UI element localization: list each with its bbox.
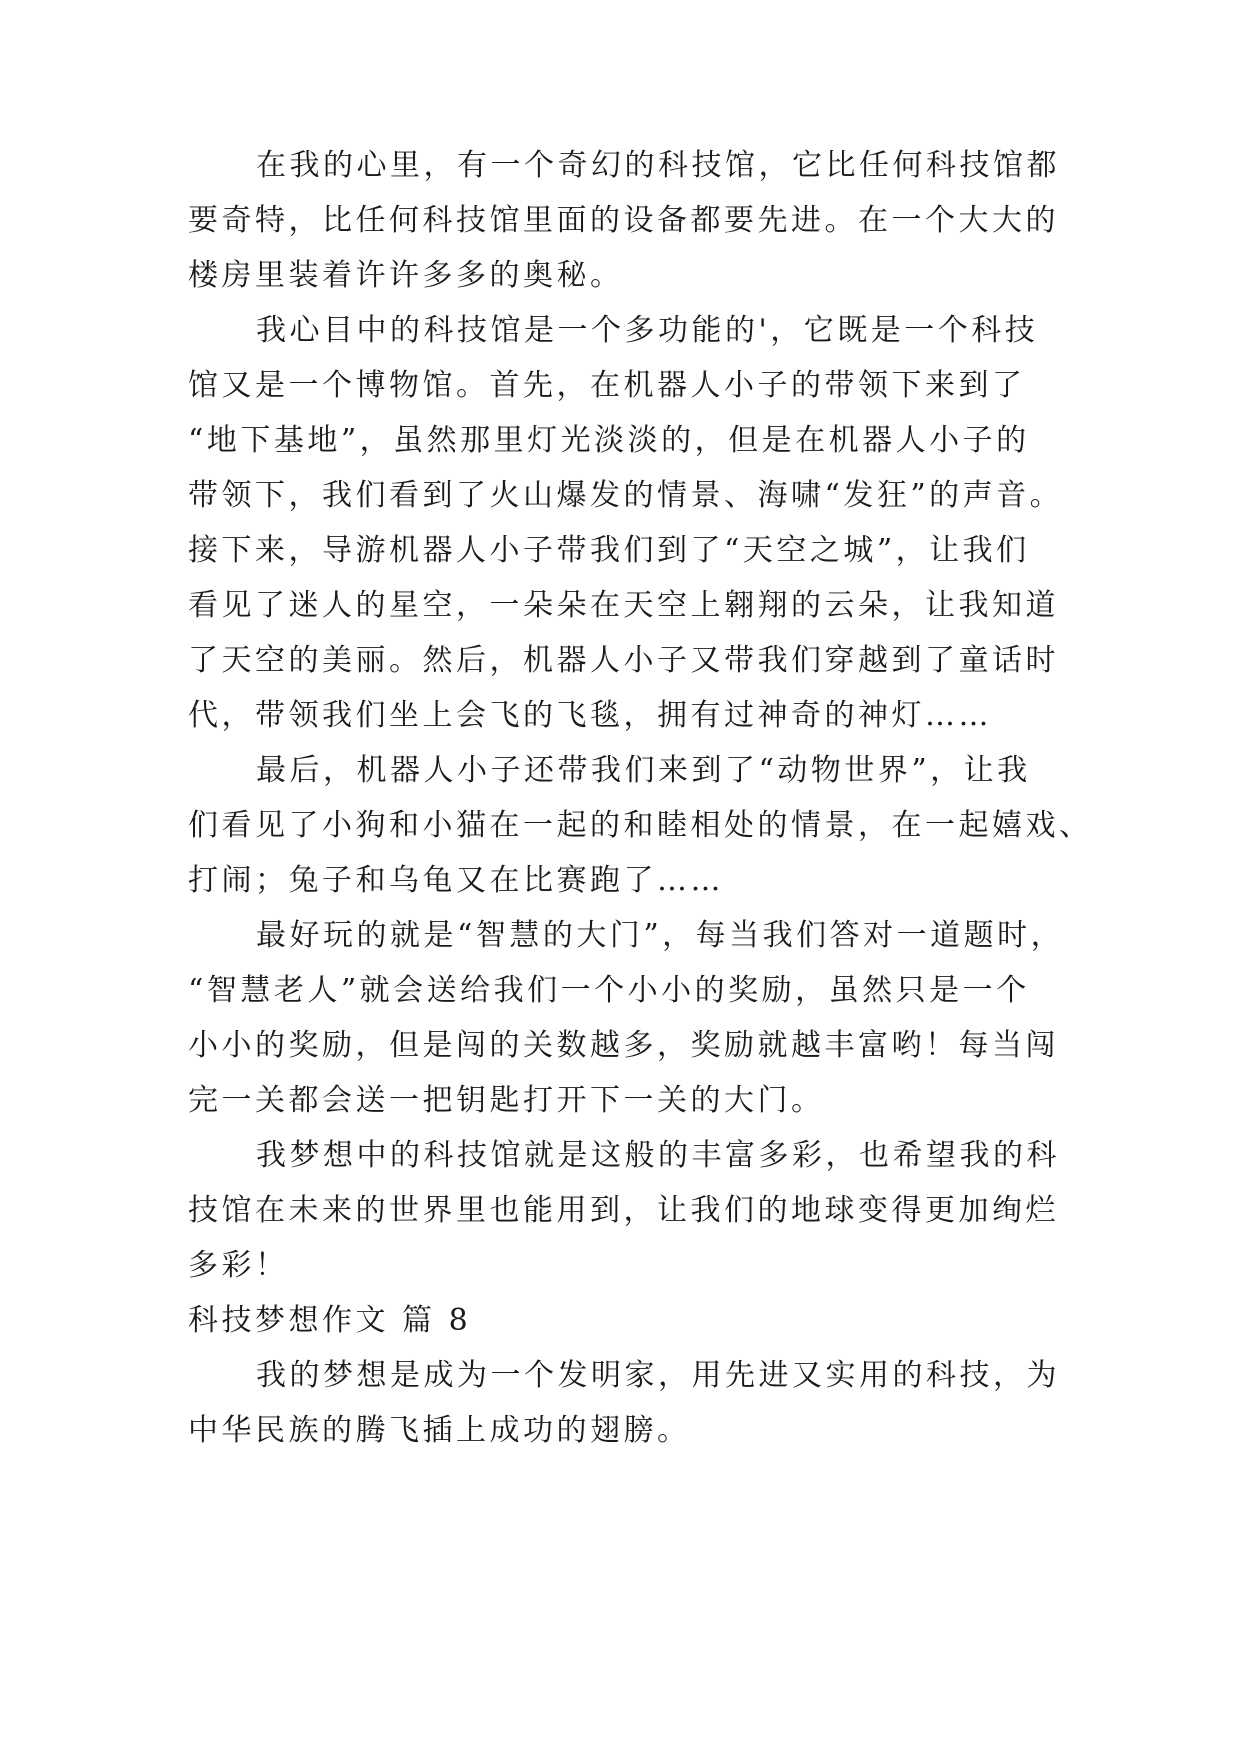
paragraph-2-line-2: 馆又是一个博物馆。首先，在机器人小子的带领下来到了 [188,368,1026,403]
paragraph-6-line-2: 中华民族的腾飞插上成功的翅膀。 [188,1413,691,1448]
paragraph-2-line-1: 我心目中的科技馆是一个多功能的'，它既是一个科技 [256,313,1039,348]
paragraph-5-line-2: 技馆在未来的世界里也能用到，让我们的地球变得更加绚烂 [188,1193,1059,1228]
paragraph-4-line-3: 小小的奖励，但是闯的关数越多，奖励就越丰富哟！每当闯 [188,1028,1059,1063]
paragraph-2-line-3: “地下基地”，虽然那里灯光淡淡的，但是在机器人小子的 [188,423,1030,458]
paragraph-2-line-8: 代，带领我们坐上会飞的飞毯，拥有过神奇的神灯…… [188,698,992,733]
paragraph-4-line-1: 最好玩的就是“智慧的大门”，每当我们答对一道题时， [256,918,1065,953]
paragraph-4-line-2: “智慧老人”就会送给我们一个小小的奖励，虽然只是一个 [188,973,1030,1008]
paragraph-1-line-1: 在我的心里，有一个奇幻的科技馆，它比任何科技馆都 [256,148,1060,183]
paragraph-1-line-2: 要奇特，比任何科技馆里面的设备都要先进。在一个大大的 [188,203,1059,238]
paragraph-3-line-2: 们看见了小狗和小猫在一起的和睦相处的情景，在一起嬉戏、 [188,808,1093,843]
paragraph-4-line-4: 完一关都会送一把钥匙打开下一关的大门。 [188,1083,825,1118]
paragraph-2-line-4: 带领下，我们看到了火山爆发的情景、海啸“发狂”的声音。 [188,478,1064,513]
paragraph-3-line-1: 最后，机器人小子还带我们来到了“动物世界”，让我 [256,753,1031,788]
paragraph-2-line-7: 了天空的美丽。然后，机器人小子又带我们穿越到了童话时 [188,643,1059,678]
paragraph-5-line-3: 多彩！ [188,1248,289,1283]
paragraph-2-line-6: 看见了迷人的星空，一朵朵在天空上翱翔的云朵，让我知道 [188,588,1059,623]
paragraph-1-line-3: 楼房里装着许许多多的奥秘。 [188,258,624,293]
section-heading: 科技梦想作文 篇 8 [188,1303,472,1338]
paragraph-2-line-5: 接下来，导游机器人小子带我们到了“天空之城”，让我们 [188,533,1030,568]
paragraph-5-line-1: 我梦想中的科技馆就是这般的丰富多彩，也希望我的科 [256,1138,1060,1173]
paragraph-3-line-3: 打闹；兔子和乌龟又在比赛跑了…… [188,863,724,898]
paragraph-6-line-1: 我的梦想是成为一个发明家，用先进又实用的科技，为 [256,1358,1060,1393]
